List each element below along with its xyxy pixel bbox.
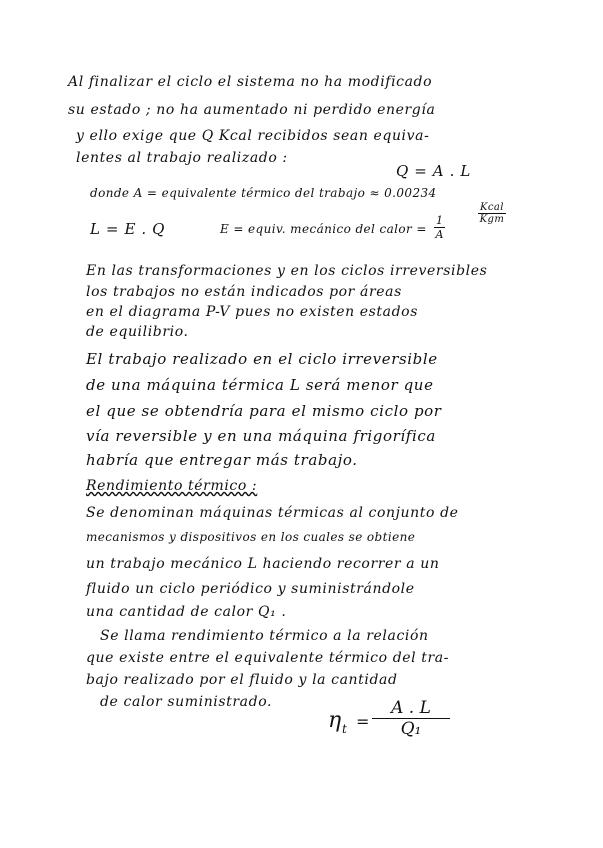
text-line: En las transformaciones y en los ciclos irreversibles bbox=[86, 263, 488, 279]
unit-kcal-per-kgm bbox=[478, 202, 506, 225]
efficiency-denominator: Q₁ bbox=[400, 719, 422, 739]
text-line: vía reversible y en una máquina frigorífica bbox=[86, 427, 436, 445]
text-line: de una máquina térmica L será menor que bbox=[86, 376, 434, 394]
equals-sign: = bbox=[356, 712, 370, 731]
text-line: un trabajo mecánico L haciendo recorrer a un bbox=[86, 556, 440, 572]
text-line: El trabajo realizado en el ciclo irreversible bbox=[86, 350, 438, 368]
fraction-numerator: 1 bbox=[436, 214, 444, 227]
efficiency-fraction bbox=[372, 698, 450, 739]
text-line: de calor suministrado. bbox=[100, 694, 273, 710]
text-line: de equilibrio. bbox=[86, 324, 189, 340]
text-line: el que se obtendría para el mismo ciclo por bbox=[86, 402, 442, 420]
unit-numerator: Kcal bbox=[480, 202, 504, 213]
fraction-denominator: A bbox=[435, 228, 444, 241]
text-line: una cantidad de calor Q₁ . bbox=[86, 604, 287, 620]
formula-l-equals-eq: L = E . Q bbox=[90, 220, 166, 238]
text-line: fluido un ciclo periódico y suministrándole bbox=[86, 581, 415, 597]
text-line: Se llama rendimiento térmico a la relación bbox=[100, 628, 429, 644]
text-line: y ello exige que Q Kcal recibidos sean equiva- bbox=[76, 128, 430, 144]
formula-e-equiv: E = equiv. mecánico del calor = bbox=[220, 222, 427, 236]
text-line: Al finalizar el ciclo el sistema no ha modificado bbox=[68, 74, 433, 90]
text-line: mecanismos y dispositivos en los cuales se obtiene bbox=[86, 530, 416, 544]
text-line: lentes al trabajo realizado : bbox=[76, 150, 288, 166]
formula-q-equals-al: Q = A . L bbox=[396, 162, 471, 180]
text-line: Se denominan máquinas térmicas al conjunto de bbox=[86, 505, 459, 521]
section-heading: Rendimiento térmico : bbox=[86, 478, 258, 494]
efficiency-numerator: A . L bbox=[372, 698, 450, 719]
text-line: bajo realizado por el fluido y la cantidad bbox=[86, 672, 398, 688]
eta-subscript: t bbox=[342, 722, 347, 736]
text-line: que existe entre el equivalente térmico del tra- bbox=[86, 650, 450, 666]
text-line: en el diagrama P-V pues no existen estados bbox=[86, 304, 418, 320]
eta-symbol: η bbox=[328, 708, 342, 733]
text-line: habría que entregar más trabajo. bbox=[86, 451, 358, 469]
text-line: su estado ; no ha aumentado ni perdido energía bbox=[68, 102, 436, 118]
text-line: los trabajos no están indicados por áreas bbox=[86, 284, 402, 300]
fraction-one-over-a bbox=[434, 214, 445, 241]
donde-line: donde A = equivalente térmico del trabajo ≈ 0.00234 bbox=[90, 186, 437, 200]
unit-denominator: Kgm bbox=[479, 214, 505, 225]
